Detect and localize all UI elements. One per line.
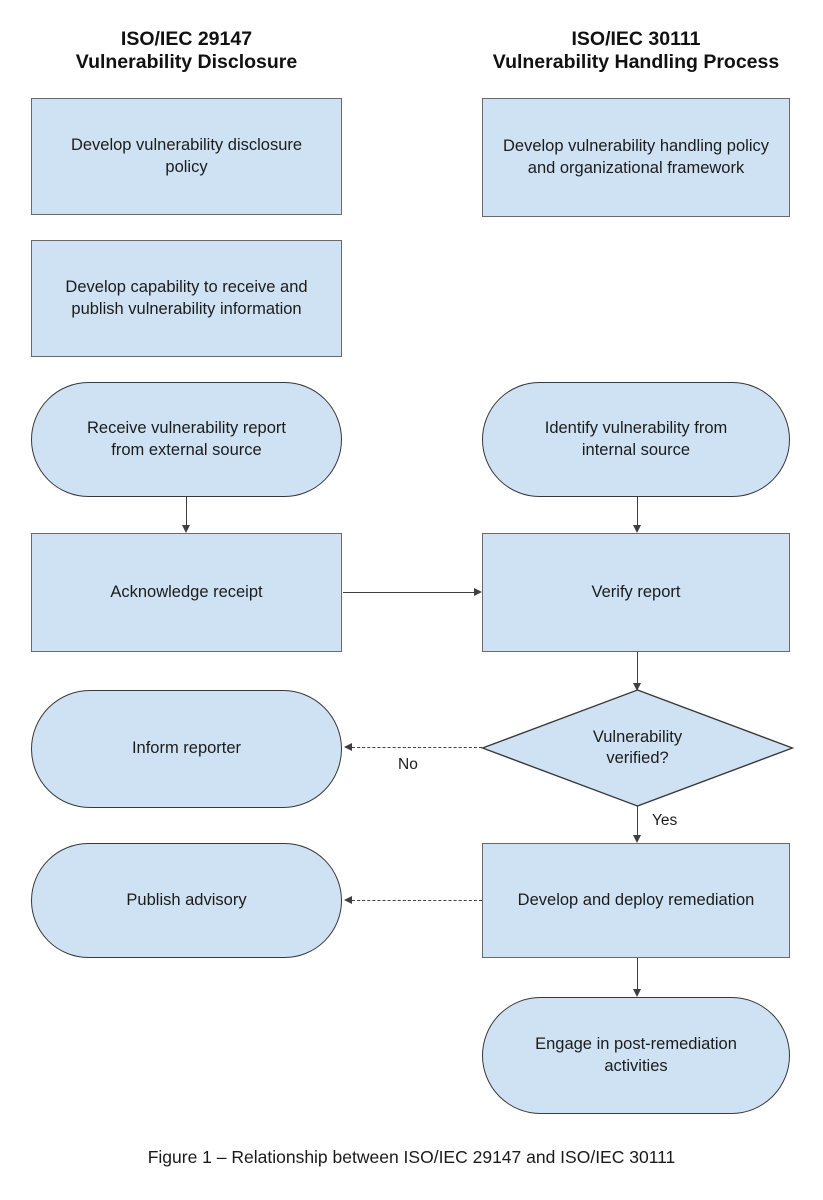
edge-decision-yes-arrowhead (633, 835, 641, 843)
edge-identify-to-verify-line (637, 497, 638, 525)
node-develop-capability-label: Develop capability to receive and publish vulnerability information (65, 278, 308, 318)
edge-decision-no-line (352, 747, 482, 748)
edge-decision-yes-line (637, 806, 638, 835)
node-vulnerability-verified (481, 689, 794, 807)
edge-label-yes: Yes (652, 812, 678, 829)
edge-receive-to-acknowledge-arrowhead (182, 525, 190, 533)
edge-remediation-to-advisory-line (352, 900, 482, 901)
edge-verify-to-decision-arrowhead (633, 683, 641, 691)
edge-acknowledge-to-verify-line (343, 592, 474, 593)
node-verify-report-label: Verify report (591, 582, 681, 601)
node-vulnerability-verified-text (481, 689, 794, 807)
node-verify-report (482, 533, 790, 652)
node-identify-vulnerability-label: Identify vulnerability from internal source (544, 419, 728, 459)
edge-verify-to-decision-line (637, 652, 638, 683)
node-inform-reporter (31, 690, 342, 808)
node-publish-advisory-label: Publish advisory (126, 890, 247, 909)
edge-identify-to-verify-arrowhead (633, 525, 641, 533)
left-column-title-line2: Vulnerability Disclosure (75, 51, 298, 73)
right-column-title-line1: ISO/IEC 30111 (571, 28, 701, 50)
node-receive-report (31, 382, 342, 497)
node-develop-remediation-label: Develop and deploy remediation (517, 890, 755, 909)
node-publish-advisory (31, 843, 342, 958)
edge-decision-no-arrowhead (344, 743, 352, 751)
node-acknowledge-receipt (31, 533, 342, 652)
node-develop-policy (31, 98, 342, 215)
left-column-title-line1: ISO/IEC 29147 (120, 28, 253, 50)
right-column-header (482, 28, 790, 74)
node-inform-reporter-label: Inform reporter (131, 739, 242, 758)
node-develop-capability (31, 240, 342, 357)
right-column-title-line2: Vulnerability Handling Process (492, 51, 780, 73)
edge-remediation-to-post-arrowhead (633, 989, 641, 997)
node-develop-handling-policy (482, 98, 790, 217)
node-receive-report-label: Receive vulnerability report from external source (86, 419, 286, 459)
left-column-header (31, 28, 342, 74)
node-develop-handling-policy-label: Develop vulnerability handling policy and organizational framework (503, 137, 769, 177)
edge-remediation-to-advisory-arrowhead (344, 896, 352, 904)
node-develop-remediation (482, 843, 790, 958)
edge-receive-to-acknowledge-line (186, 497, 187, 525)
node-identify-vulnerability (482, 382, 790, 497)
node-develop-policy-label: Develop vulnerability disclosure policy (70, 136, 303, 176)
edge-remediation-to-post-line (637, 958, 638, 989)
node-acknowledge-receipt-label: Acknowledge receipt (110, 582, 263, 601)
edge-label-no: No (398, 756, 418, 773)
node-vulnerability-verified-label: Vulnerability verified? (592, 727, 683, 767)
edge-acknowledge-to-verify-arrowhead (474, 588, 482, 596)
figure-caption: Figure 1 – Relationship between ISO/IEC 29147 and ISO/IEC 30111 (147, 1147, 676, 1167)
node-post-remediation (482, 997, 790, 1114)
node-post-remediation-label: Engage in post-remediation activities (535, 1035, 737, 1075)
